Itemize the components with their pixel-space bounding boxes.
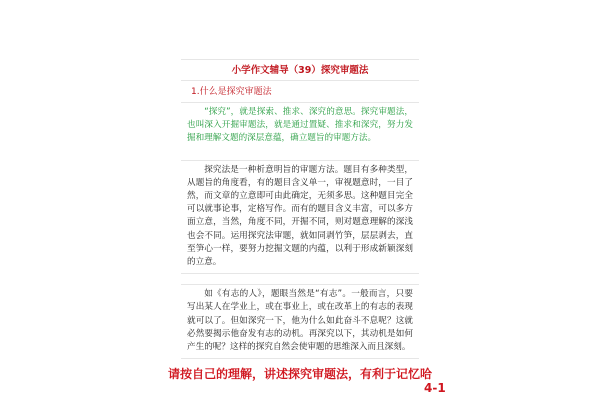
definition-text: “探究”，就是探索、推求、深究的意思。探究审题法，也叫深入开掘审题法，就是通过置疑、推求和深究，努力发掘和理解文题的深层意蕴，确立题旨的审题方法。 xyxy=(187,107,413,144)
footer-instruction: 请按自己的理解，讲述探究审题法，有利于记忆哈 xyxy=(167,367,432,381)
page-number: 4-1 xyxy=(424,381,446,395)
explanation-text: 探究法是一种析意明旨的审题方法。题目有多种类型，从题旨的角度看，有的题目含义单一，审视题意时，一目了然，而文章的立意即可由此确定，无须多思。这种题目完全可以就事论事，定格写作。而有的题目含义丰富，可以多方面立意，当然，角度不同，开掘不同，则对题意理解的深浅也会不同。运用探究法审题，就如同剥竹笋，层层剥去，直至笋心一样，要努力挖掘文题的内蕴，以利于形成新颖深刻的立意。 xyxy=(187,164,413,268)
definition-paragraph xyxy=(181,102,419,150)
explanation-paragraph xyxy=(181,160,419,275)
section-heading: 1.什么是探究审题法 xyxy=(181,80,419,102)
example-paragraph xyxy=(181,284,419,359)
document-title: 小学作文辅导（39）探究审题法 xyxy=(181,59,419,80)
example-text: 如《有志的人》，题眼当然是“有志”。一般而言，只要写出某人在学业上，或在事业上，或在改革上的有志的表现就可以了。但如深究一下，他为什么如此奋斗不息呢？这就必然要揭示他奋发有志的动机。再深究以下，其动机是如何产生的呢？这样的探究自然会使审题的思维深入而且深刻。 xyxy=(187,289,413,353)
document xyxy=(181,59,419,359)
